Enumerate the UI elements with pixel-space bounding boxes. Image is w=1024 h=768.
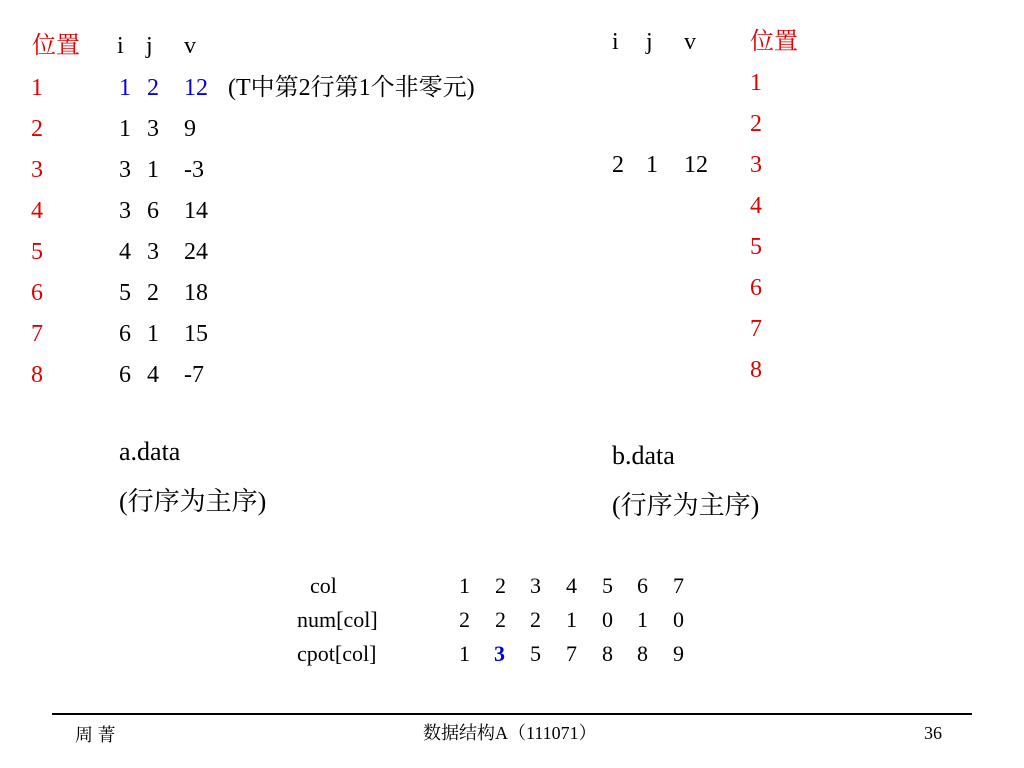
cpot-value: 1: [459, 641, 470, 666]
table-a-cell-i: 6: [119, 362, 131, 388]
cpot-value: 9: [673, 641, 684, 666]
table-b-header-v: v: [684, 29, 696, 55]
col-value: 4: [566, 573, 577, 598]
col-value: 3: [530, 573, 541, 598]
table-b-position: 8: [750, 357, 762, 383]
table-b-header-j: j: [646, 29, 653, 55]
table-a-cell-i: 4: [119, 239, 131, 265]
table-a-position: 3: [31, 157, 43, 183]
table-b-position: 6: [750, 275, 762, 301]
table-a-header-j: j: [146, 33, 153, 59]
num-label: num[col]: [297, 607, 378, 632]
table-a-cell-v: 12: [184, 75, 208, 101]
table-a-cell-v: -7: [184, 362, 204, 388]
num-value: 1: [637, 607, 648, 632]
table-a-cell-j: 1: [147, 157, 159, 183]
table-a-position: 4: [31, 198, 43, 224]
table-a-position: 8: [31, 362, 43, 388]
table-a-cell-j: 3: [147, 116, 159, 142]
table-b-header-i: i: [612, 29, 619, 55]
table-a-position: 1: [31, 75, 43, 101]
table-a-header-v: v: [184, 33, 196, 59]
table-a-cell-v: -3: [184, 157, 204, 183]
num-value: 2: [530, 607, 541, 632]
cpot-value: 8: [637, 641, 648, 666]
table-a-cell-v: 24: [184, 239, 208, 265]
table-a-cell-i: 5: [119, 280, 131, 306]
table-b-header-position: 位置: [750, 29, 798, 55]
table-a-header-position: 位置: [32, 33, 80, 59]
table-a-cell-i: 1: [119, 116, 131, 142]
table-b-position: 5: [750, 234, 762, 260]
table-a-cell-i: 3: [119, 157, 131, 183]
table-a-cell-j: 6: [147, 198, 159, 224]
table-a-position: 6: [31, 280, 43, 306]
cpot-value: 8: [602, 641, 613, 666]
table-a-cell-i: 1: [119, 75, 131, 101]
table-a-cell-j: 2: [147, 280, 159, 306]
table-a-cell-j: 4: [147, 362, 159, 388]
num-value: 2: [459, 607, 470, 632]
table-a-cell-i: 3: [119, 198, 131, 224]
table-a-cell-v: 18: [184, 280, 208, 306]
table-b-order-note: (行序为主序): [612, 491, 760, 520]
table-a-cell-j: 1: [147, 321, 159, 347]
table-a-position: 2: [31, 116, 43, 142]
table-a-cell-v: 14: [184, 198, 208, 224]
col-value: 7: [673, 573, 684, 598]
table-b-position: 3: [750, 152, 762, 178]
col-value: 5: [602, 573, 613, 598]
footer-page-number: 36: [924, 723, 942, 743]
cpot-value: 5: [530, 641, 541, 666]
table-a-cell-i: 6: [119, 321, 131, 347]
table-a-cell-v: 15: [184, 321, 208, 347]
table-b-cell-v: 12: [684, 152, 708, 178]
footer-divider: [52, 713, 972, 715]
table-b-position: 4: [750, 193, 762, 219]
footer-author: 周 菁: [75, 725, 116, 745]
table-a-position: 5: [31, 239, 43, 265]
table-b-cell-i: 2: [612, 152, 624, 178]
table-a-cell-j: 3: [147, 239, 159, 265]
num-value: 1: [566, 607, 577, 632]
footer-course: 数据结构A（111071）: [423, 723, 597, 743]
cpot-label: cpot[col]: [297, 641, 377, 666]
table-a-note: (T中第2行第1个非零元): [228, 75, 475, 101]
table-a-header-i: i: [117, 33, 124, 59]
num-value: 0: [602, 607, 613, 632]
col-value: 2: [495, 573, 506, 598]
table-a-cell-j: 2: [147, 75, 159, 101]
table-a-order-note: (行序为主序): [119, 487, 267, 516]
table-a-cell-v: 9: [184, 116, 196, 142]
table-b-cell-j: 1: [646, 152, 658, 178]
cpot-value-highlighted: 3: [494, 641, 505, 666]
table-b-position: 2: [750, 111, 762, 137]
cpot-value: 7: [566, 641, 577, 666]
col-label: col: [310, 573, 337, 598]
table-b-position: 7: [750, 316, 762, 342]
table-b-caption: b.data: [612, 441, 675, 470]
table-a-caption: a.data: [119, 437, 181, 466]
col-value: 1: [459, 573, 470, 598]
table-b-position: 1: [750, 70, 762, 96]
num-value: 0: [673, 607, 684, 632]
table-a-position: 7: [31, 321, 43, 347]
num-value: 2: [495, 607, 506, 632]
col-value: 6: [637, 573, 648, 598]
